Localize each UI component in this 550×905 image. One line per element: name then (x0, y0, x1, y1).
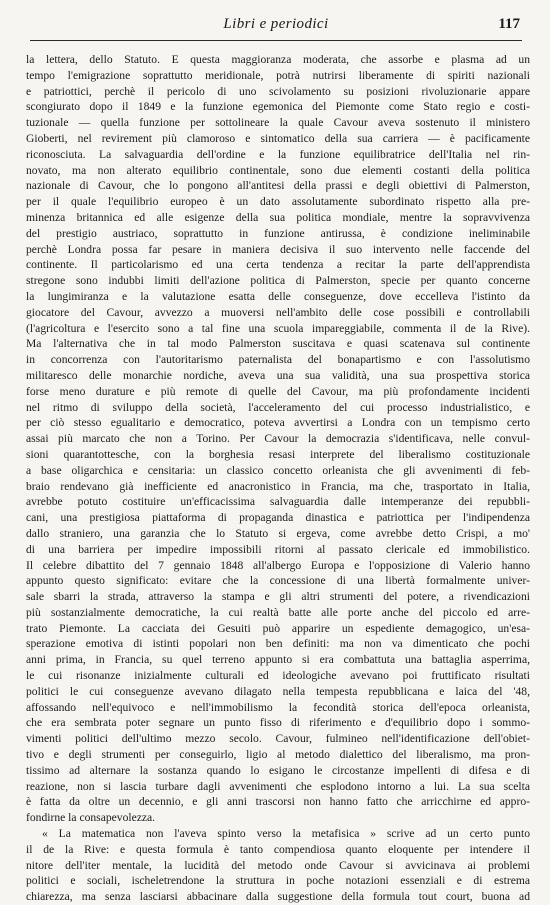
text-line: per il quale l'equilibrio europeo è un dato assolutamente subordinato rispetto alla pre- (26, 195, 530, 209)
text-line: anni prima, in Francia, su quel terreno appunto si era combattuta una battaglia asperrima, (26, 653, 530, 667)
text-line: più sostanzialmente democratiche, la cui realtà batte alle porte anche del piccolo ed arre- (26, 605, 530, 619)
text-line: (l'agricoltura e l'esercito sono a tal fine una scuola impareggiabile, commenta il de la Rive). (26, 321, 530, 335)
text-line: e patriottici, perchè il pericolo di uno scivolamento su posizioni rivoluzionarie appare (26, 84, 530, 98)
text-line: affossando nell'equivoco e nell'immobilismo la fecondità storica dell'epoca orleanista, (26, 700, 530, 714)
text-line: chiarezza, ma senza lasciarsi abbacinare dalla suggestione della formula tout court, buona ad (26, 890, 530, 904)
text-line: braio rendevano già inefficiente ed anacronistico in Francia, ma che, trasportato in Italia, (26, 479, 530, 493)
text-line: Ma l'alternativa che in tal modo Palmerston suscitava e quasi scatenava sul continente (26, 337, 530, 351)
text-line: stregone sono indubbi limiti dell'azione politica di Palmerston, specie per quanto concerne (26, 274, 530, 288)
text-line: nitore dell'iter mentale, la lucidità del metodo onde Cavour si avvicinava ai problemi (26, 858, 530, 872)
text-line: sale sbarri la strada, attraverso la stampa e gli altri strumenti del potere, a rivendicazioni (26, 590, 530, 604)
text-line: nazionale di Cavour, che lo pongono all'antitesi della prassi e degli obiettivi di Palmerston, (26, 179, 530, 193)
text-line: avrebbe potuto costituire un'efficacissima salvaguardia dalle intemperanze dei repubbli- (26, 495, 530, 509)
body-text (26, 52, 530, 905)
text-line: dallo straniero, una garanzia che lo Statuto si ergeva, come avrebbe detto Crispi, a mo' (26, 526, 530, 540)
text-line: forse meno durature e più remote di quelle del Cavour, ma più profondamente incidenti (26, 384, 530, 398)
text-line: riconosciuta. La salvaguardia dell'ordine e la funzione equilibratrice dell'Italia nel rin- (26, 147, 530, 161)
text-line: vimenti politici dell'ultimo mezzo secolo. Cavour, fulmineo nell'identificazione dell'obiet- (26, 732, 530, 746)
page-number: 117 (498, 16, 520, 32)
text-line: militaresco delle monarchie nordiche, aveva una sua validità, una sua prospettiva storica (26, 368, 530, 382)
text-line: le cui risonanze inizialmente culturali ed ideologiche avevano poi fruttificato risultati (26, 669, 530, 683)
text-line: Gioberti, nel revirement più clamoroso e sintomatico della sua carriera — è pacificamente (26, 131, 530, 145)
text-line: novato, ma non alterato equilibrio continentale, sono due elementi costanti della politica (26, 163, 530, 177)
text-line: reazione, non si lascia turbare dagli avvenimenti che esplodono intorno a lui. La sua scelta (26, 779, 530, 793)
text-line: trato Piemonte. La cacciata dei Gesuiti può apparire un espediente demagogico, un'esa- (26, 621, 530, 635)
text-line: la lettera, dello Statuto. E questa maggioranza moderata, che assorbe e plasma ad un (26, 53, 530, 66)
text-line: assai più marcato che non a Torino. Per Cavour la democrazia s'identificava, nelle convul- (26, 432, 530, 446)
text-line: tivo e degli strumenti per conseguirlo, ligio al metodo dialettico del liberalismo, ma pron- (26, 748, 530, 762)
running-title: Libri e periodici (223, 16, 329, 32)
text-line: politici le cui conseguenze avevano dilagato nella tempesta repubblicana e laica del '48, (26, 684, 530, 698)
text-line: tempo l'emigrazione soprattutto meridionale, potrà nutrirsi liberamente di spiriti nazionali (26, 68, 530, 82)
text-line: Il celebre dibattito del 7 gennaio 1848 all'albergo Europa e l'opposizione di Valerio hanno (26, 558, 530, 572)
text-line: per ciò stesso egualitario e democratico, poteva avvertirsi a Londra con un tempismo certo (26, 416, 530, 430)
text-line: di una barriera per impedire impossibili ritorni al passato clericale ed immobilistico. (26, 542, 530, 556)
text-line: fondirne la consapevolezza. (26, 811, 156, 825)
text-line: il de la Rive: e questa formula è tanto compendiosa quanto eloquente per intendere il (26, 842, 530, 856)
text-line: politici e sociali, ischeletrendone la struttura in poche notazioni essenziali e di estrema (26, 874, 530, 888)
text-line: tuzionale — quella funzione per sottolineare la quale Cavour aveva sostenuto il ministero (26, 116, 530, 130)
text-line: tissimo ad alternare la sostanza quando lo esigano le circostanze impellenti di difesa e di (26, 763, 530, 777)
text-line: continente. Il particolarismo ed una certa tendenza a recitar la parte dell'apprendista (26, 258, 530, 272)
text-line: in concorrenza con l'autoritarismo paternalista del bonapartismo e con l'assolutismo (26, 353, 530, 367)
text-line: del prestigio austriaco, soprattutto in funzione antirussa, è condizione ineliminabile (26, 226, 530, 240)
text-line: sperazione emotiva di istinti popolari non ben definiti: ma non va dimenticato che pochi (26, 637, 530, 651)
page-header (30, 14, 522, 41)
text-line: perchè Londra possa far pesare in maniera decisiva il suo intervento nelle faccende del (26, 242, 530, 256)
text-line: « La matematica non l'aveva spinto verso la metafisica » scrive ad un certo punto (42, 827, 530, 841)
text-line: cani, una prestigiosa piattaforma di propaganda dinastica e patriottica per l'indipendenza (26, 511, 530, 525)
text-line: minenza britannica ed alle esigenze della sua politica mondiale, mentre la sopravvivenza (26, 210, 530, 224)
text-line: sioni quarantottesche, con la borghesia resasi interprete del liberalismo costituzionale (26, 447, 530, 461)
text-line: la lungimiranza e la valutazione esatta delle conseguenze, dove eccelleva l'istinto da (26, 289, 530, 303)
text-line: che era sembrata poter segnare un punto fisso di riferimento e d'equilibrio dopo i sommo- (26, 716, 530, 730)
text-line: è fatta da oltre un decennio, e gli anni trascorsi non hanno fatto che arricchirne ed appro- (26, 795, 530, 809)
text-line: nel ritmo di sviluppo della società, l'acceleramento del cui processo industrialistico, e (26, 400, 530, 414)
text-line: a base oligarchica e censitaria: un classico concetto orleanista che gli avvenimenti di feb- (26, 463, 530, 477)
text-line: giocatore del Cavour, avvezzo a muoversi nell'ambito delle cose possibili e controllabili (26, 305, 530, 319)
text-line: appunto questo significato: evitare che la concessione di una libertà formalmente univer- (26, 574, 530, 588)
text-line: scongiurato dopo il 1849 e la funzione egemonica del Piemonte come Stato regio e costi- (26, 100, 530, 114)
